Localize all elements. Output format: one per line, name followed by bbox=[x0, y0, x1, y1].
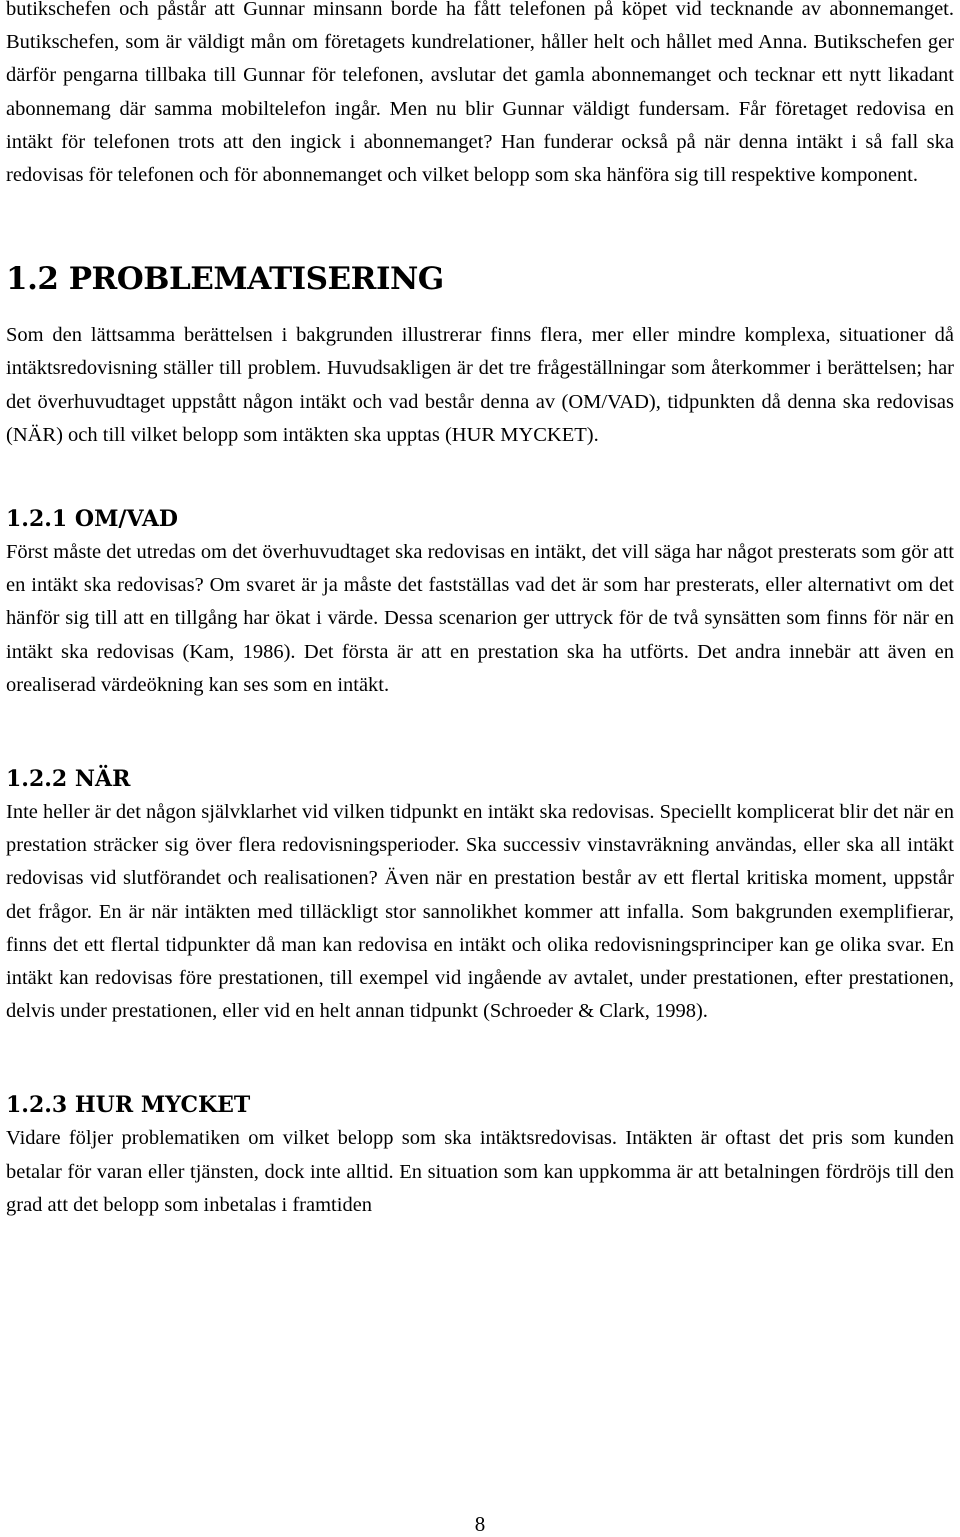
paragraph-problematisering: Som den lättsamma berättelsen i bakgrunden illustrerar finns flera, mer eller mindre komplexa, situationer då intäktsredovisning ställer till problem. Huvudsakligen är det tre frågeställningar som återkommer i berättelsen; har det överhuvudtaget uppstått någon intäkt och vad består denna av (OM/VAD), tidpunkten då denna ska redovisas (NÄR) och till vilket belopp som intäkten ska upptas (HUR MYCKET). bbox=[6, 324, 954, 446]
page-number: 8 bbox=[474, 1512, 486, 1536]
paragraph-om-vad: Först måste det utredas om det överhuvudtaget ska redovisas en intäkt, det vill säga har något presterats som gör att en intäkt ska redovisas? Om svaret är ja måste det fastställas vad det är som har presterats, eller alternativt om det hänför sig till att en tillgång har ökat i värde. Dessa scenarion ger uttryck för de två synsätten som finns för när en intäkt ska redovisas (Kam, 1986). Det första är att en prestation ska ha utförts. Det andra innebär att även en orealiserad värdeökning kan ses som en intäkt. bbox=[6, 541, 954, 696]
paragraph-nar: Inte heller är det någon självklarhet vid vilken tidpunkt en intäkt ska redovisas. Speciellt komplicerat blir det när en prestation sträcker sig över flera redovisningsperioder. Ska successiv vinstavräkning användas, eller ska all intäkt redovisas vid slutförandet och realisationen? Även när en prestation består av ett flertal kritiska moment, uppstår det frågor. En är när intäkten med tilläckligt stor sannolikhet kommer att infalla. Som bakgrunden exemplifierar, finns det ett flertal tidpunkter då man kan redovisa en intäkt och olika redovisningsprinciper kan ge olika svar. En intäkt kan redovisas före prestationen, till exempel vid ingående av avtalet, under prestationen, efter prestationen, delvis under prestationen, eller vid en helt annan tidpunkt (Schroeder & Clark, 1998). bbox=[6, 801, 954, 1023]
heading-problematisering: 1.2 PROBLEMATISERING bbox=[6, 261, 444, 298]
paragraph-intro-continued: butikschefen och påstår att Gunnar minsann borde ha fått telefonen på köpet vid tecknande av abonnemanget. Butikschefen, som är väldigt mån om företagets kundrelationer, håller helt och hållet med Anna. Butikschefen ger därför pengarna tillbaka till Gunnar för telefonen, avslutar det gamla abonnemanget och tecknar ett nytt likadant abonnemang där samma mobiltelefon ingår. Men nu blir Gunnar väldigt fundersam. Får företaget redovisa en intäkt för telefonen trots att den ingick i abonnemanget? Han funderar också på när denna intäkt i så fall ska redovisas för telefonen och för abonnemanget och vilket belopp som ska hänföra sig till respektive komponent. bbox=[6, 0, 954, 187]
paragraph-hur-mycket: Vidare följer problematiken om vilket belopp som ska intäktsredovisas. Intäkten är oftast det pris som kunden betalar för varan eller tjänsten, dock inte alltid. En situation som kan uppkomma är att betalningen fördröjs till den grad att det belopp som inbetalas i framtiden bbox=[6, 1127, 954, 1216]
heading-nar: 1.2.2 NÄR bbox=[6, 766, 131, 793]
heading-om-vad: 1.2.1 OM/VAD bbox=[6, 506, 178, 533]
heading-hur-mycket: 1.2.3 HUR MYCKET bbox=[6, 1092, 251, 1119]
document-page bbox=[6, 0, 954, 1222]
